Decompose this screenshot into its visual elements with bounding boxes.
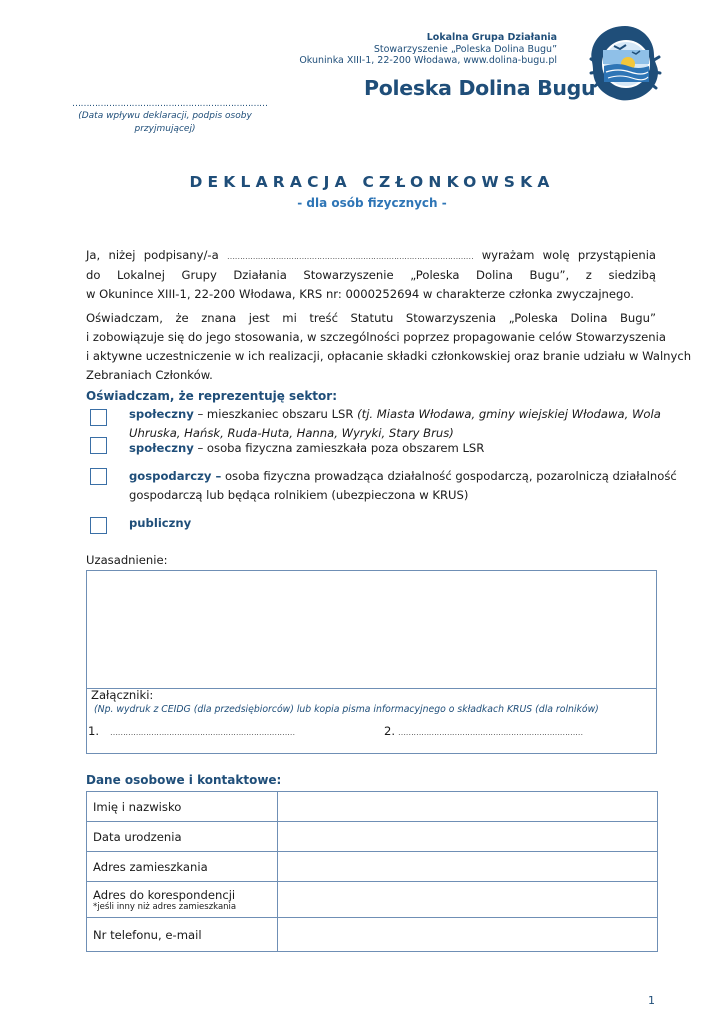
home-address-field[interactable] <box>278 852 658 882</box>
sector-public-option: publiczny <box>129 516 192 530</box>
attachment-item-2-field[interactable]: ……………………………………………………………… <box>398 728 583 737</box>
correspondence-address-field[interactable] <box>278 882 658 918</box>
table-row <box>87 822 658 852</box>
row-label: Nr telefonu, e-mail <box>87 918 278 952</box>
row-label: Data urodzenia <box>87 822 278 852</box>
row-label: Adres do korespondencji *jeśli inny niż adres zamieszkania <box>87 882 278 918</box>
page-number: 1 <box>648 994 655 1007</box>
document-title: DEKLARACJA CZŁONKOWSKA <box>189 173 555 191</box>
attachments-label: Załączniki: <box>91 688 154 702</box>
sector-business-checkbox[interactable] <box>90 468 107 485</box>
row-label: Imię i nazwisko <box>87 792 278 822</box>
org-address: Okuninka XIII-1, 22-200 Włodawa, www.dolina-bugu.pl <box>299 55 557 66</box>
justification-textarea[interactable] <box>86 570 657 754</box>
statement-paragraph <box>86 309 692 385</box>
statement-line-3: i aktywne uczestniczenie w ich realizacji, opłacanie składki członkowskiej oraz branie udziału w Walnych <box>86 349 692 363</box>
receipt-dots: …………………………………………………………… <box>72 99 268 109</box>
phone-email-field[interactable] <box>278 918 658 952</box>
document-subtitle: - dla osób fizycznych - <box>297 196 447 210</box>
org-header <box>299 32 557 67</box>
sector-social-outside-option: społeczny – osoba fizyczna zamieszkała poza obszarem LSR <box>129 441 485 455</box>
personal-data-table <box>86 791 658 952</box>
statement-line-1: Oświadczam, że znana jest mi treść Statutu Stowarzyszenia „Poleska Dolina Bugu” <box>86 311 656 325</box>
statement-line-4: Zebraniach Członków. <box>86 368 213 382</box>
sector-social-outside-checkbox[interactable] <box>90 437 107 454</box>
sector-social-option: społeczny – mieszkaniec obszaru LSR (tj. Miasta Włodawa, gminy wiejskiej Włodawa, Wola Uhruska, Hańsk, Ruda-Huta, Hanna, Wyryki, Stary Brus) <box>129 407 661 440</box>
table-row <box>87 882 658 918</box>
statement-line-2: i zobowiązuje się do jego stosowania, w szczególności poprzez propagowanie celów Stowarzyszenia <box>86 330 666 344</box>
attachments-divider <box>86 688 656 689</box>
receipt-note: (Data wpływu deklaracji, podpis osoby przyjmującej) <box>78 111 252 134</box>
name-fill-dots[interactable]: …………………………………………………………………………………… <box>227 252 474 261</box>
org-association: Stowarzyszenie „Poleska Dolina Bugu” <box>373 43 557 55</box>
brand-name: Poleska Dolina Bugu <box>364 76 596 100</box>
attachment-item-1-field[interactable]: ……………………………………………………………… <box>110 728 295 737</box>
justification-label: Uzasadnienie: <box>86 553 168 567</box>
intro-line-2: do Lokalnej Grupy Działania Stowarzyszenie „Poleska Dolina Bugu”, z siedzibą <box>86 268 656 282</box>
logo-icon <box>588 22 662 104</box>
intro-line-3: w Okunince XIII-1, 22-200 Włodawa, KRS nr: 0000252694 w charakterze członka zwyczajnego. <box>86 287 634 301</box>
table-row <box>87 792 658 822</box>
sector-heading: Oświadczam, że reprezentuję sektor: <box>86 389 338 403</box>
row-label: Adres zamieszkania <box>87 852 278 882</box>
org-name: Lokalna Grupa Działania <box>426 32 557 43</box>
sector-business-option: gospodarczy – osoba fizyczna prowadząca działalność gospodarczą, pozarolniczą działalność gospodarczą lub będąca rolnikiem (ubezpieczona w KRUS) <box>129 469 677 502</box>
intro-paragraph <box>86 246 656 304</box>
table-row <box>87 918 658 952</box>
intro-line-1: Ja, niżej podpisany/-a …………………………………………………………………………………… wyrażam wolę przystąpienia <box>86 248 657 262</box>
row-note: *jeśli inny niż adres zamieszkania <box>93 901 237 912</box>
attachment-item-1-number: 1. <box>88 724 100 738</box>
birth-date-field[interactable] <box>278 822 658 852</box>
attachments-note: (Np. wydruk z CEIDG (dla przedsiębiorców) lub kopia pisma informacyjnego o składkach KRUS (dla rolników) <box>94 704 599 715</box>
sector-public-checkbox[interactable] <box>90 517 107 534</box>
sector-social-checkbox[interactable] <box>90 409 107 426</box>
attachment-item-2-number: 2. <box>384 724 396 738</box>
table-row <box>87 852 658 882</box>
personal-data-heading: Dane osobowe i kontaktowe: <box>86 773 282 787</box>
full-name-field[interactable] <box>278 792 658 822</box>
